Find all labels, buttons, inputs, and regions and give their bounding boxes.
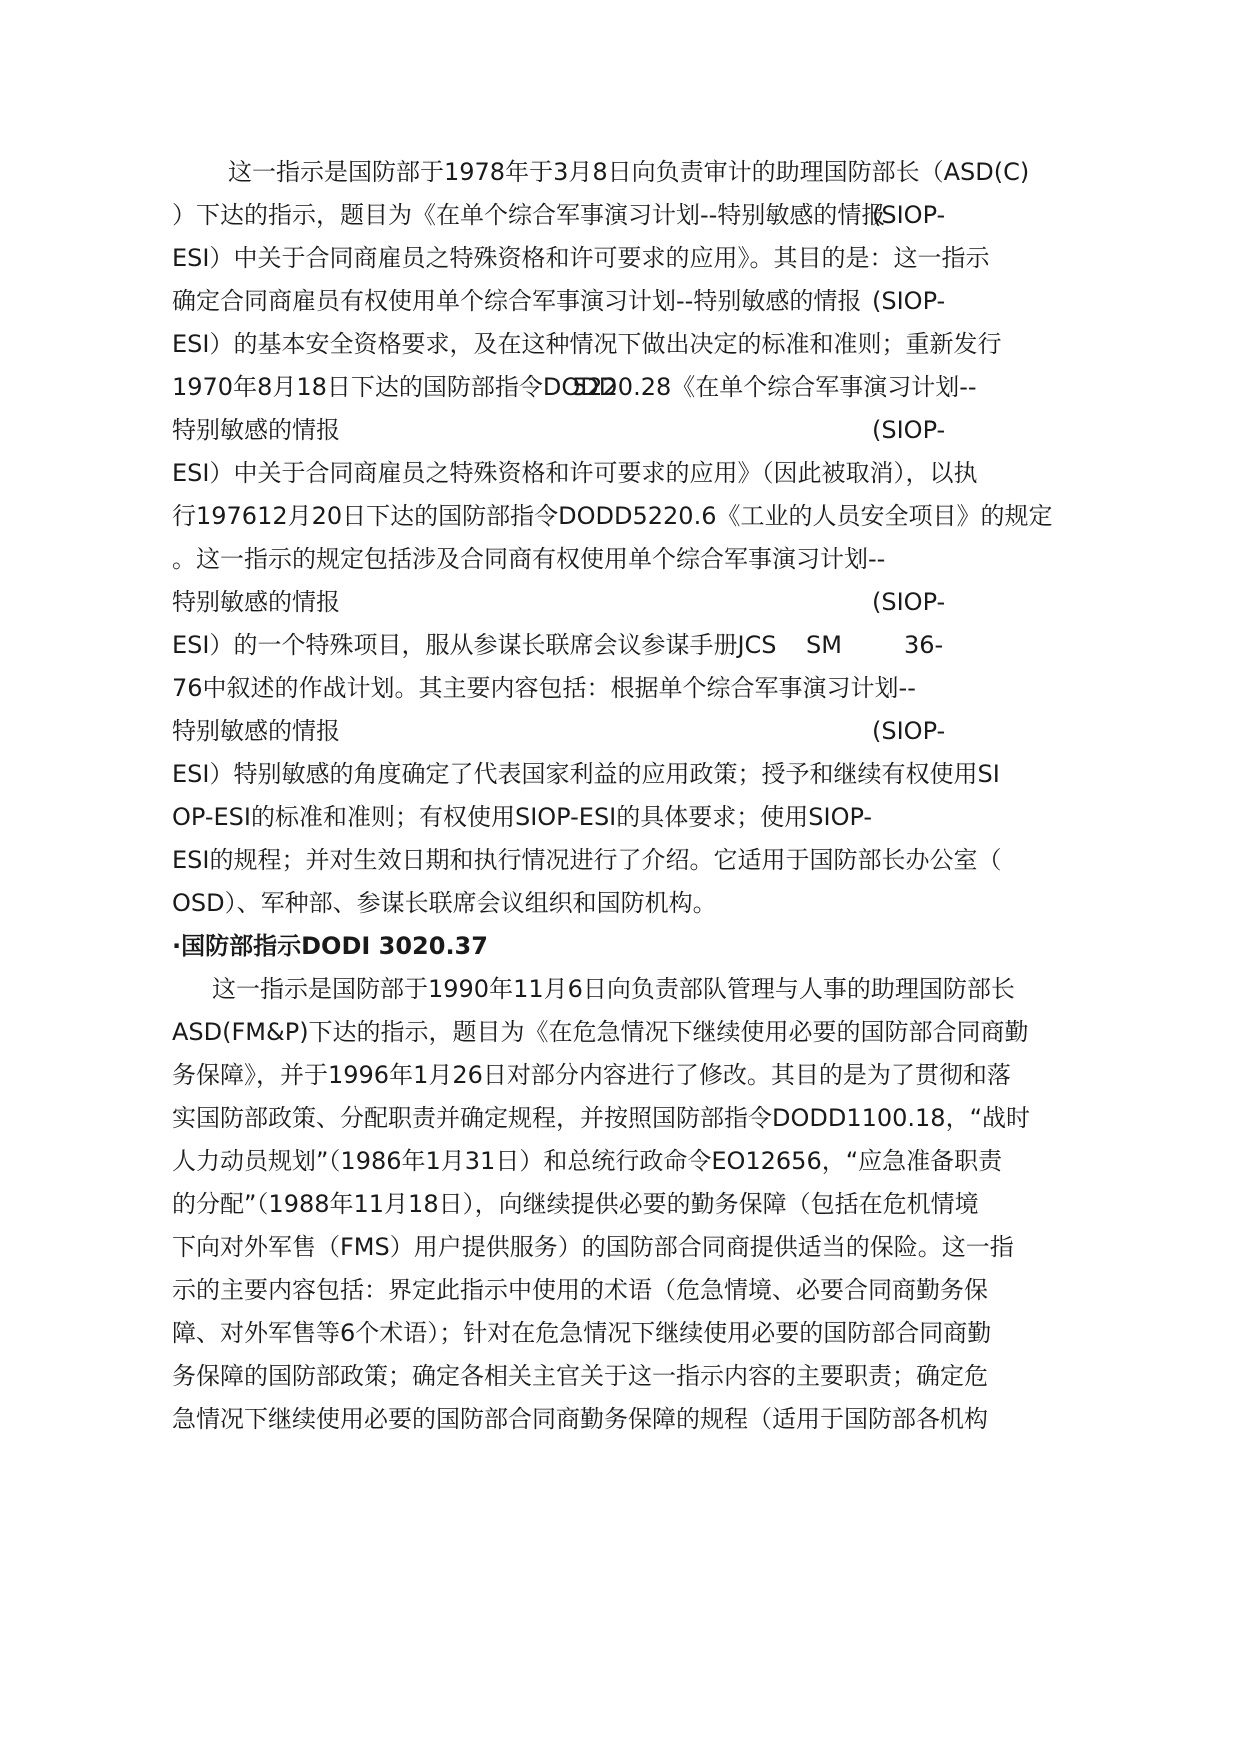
text-line bbox=[0, 1395, 1241, 1443]
text-line bbox=[0, 707, 1241, 755]
text-line bbox=[0, 879, 1241, 927]
text-segment: 确定合同商雇员有权使用单个综合军事演习计划--特别敏感的情报 bbox=[172, 287, 862, 315]
text-segment: 这一指示是国防部于1990年11月6日向负责部队管理与人事的助理国防部长 bbox=[212, 975, 1015, 1003]
text-segment: 特别敏感的情报 bbox=[172, 717, 340, 745]
text-segment: 行197612月20日下达的国防部指令DODD5220.6《工业的人员安全项目》的规定 bbox=[172, 502, 1053, 530]
text-segment: ESI）中关于合同商雇员之特殊资格和许可要求的应用》（因此被取消），以执 bbox=[172, 459, 978, 487]
text-segment: 5220.28《在单个综合军事演习计划-- bbox=[572, 373, 977, 401]
text-segment: ASD(FM&P)下达的指示，题目为《在危急情况下继续使用必要的国防部合同商勤 bbox=[172, 1018, 1029, 1046]
text-line bbox=[0, 793, 1241, 841]
text-segment: (SIOP- bbox=[872, 588, 946, 616]
text-line bbox=[0, 578, 1241, 626]
text-segment: 特别敏感的情报 bbox=[172, 588, 340, 616]
text-line bbox=[0, 836, 1241, 884]
text-line bbox=[0, 320, 1241, 368]
text-segment: SM bbox=[806, 631, 842, 659]
text-segment: 下向对外军售（FMS）用户提供服务）的国防部合同商提供适当的保险。这一指 bbox=[172, 1233, 1014, 1261]
text-segment: ESI）的基本安全资格要求，及在这种情况下做出决定的标准和准则；重新发行 bbox=[172, 330, 1002, 358]
text-line bbox=[0, 148, 1241, 196]
text-segment: (SIOP- bbox=[872, 287, 946, 315]
text-segment: OSD）、军种部、参谋长联席会议组织和国防机构。 bbox=[172, 889, 717, 917]
text-line bbox=[0, 621, 1241, 669]
text-segment: 示的主要内容包括：界定此指示中使用的术语（危急情境、必要合同商勤务保 bbox=[172, 1276, 988, 1304]
text-segment: 36- bbox=[904, 631, 944, 659]
text-segment: 。这一指示的规定包括涉及合同商有权使用单个综合军事演习计划-- bbox=[172, 545, 886, 573]
text-segment: 务保障》，并于1996年1月26日对部分内容进行了修改。其目的是为了贯彻和落 bbox=[172, 1061, 1011, 1089]
text-line bbox=[0, 1137, 1241, 1185]
text-segment: ）下达的指示，题目为《在单个综合军事演习计划--特别敏感的情报 bbox=[172, 201, 886, 229]
text-segment: 这一指示是国防部于1978年于3月8日向负责审计的助理国防部长（ASD(C) bbox=[228, 158, 1030, 186]
text-line bbox=[0, 1051, 1241, 1099]
text-line bbox=[0, 406, 1241, 454]
text-segment: 务保障的国防部政策；确定各相关主官关于这一指示内容的主要职责；确定危 bbox=[172, 1362, 988, 1390]
text-segment: 的分配”（1988年11月18日），向继续提供必要的勤务保障（包括在危机情境 bbox=[172, 1190, 979, 1218]
text-line bbox=[0, 1094, 1241, 1142]
text-segment: ESI）中关于合同商雇员之特殊资格和许可要求的应用》。其目的是：这一指示 bbox=[172, 244, 990, 272]
text-segment: ESI的规程；并对生效日期和执行情况进行了介绍。它适用于国防部长办公室（ bbox=[172, 846, 1002, 874]
text-line bbox=[0, 1352, 1241, 1400]
text-line bbox=[0, 234, 1241, 282]
heading-text: ·国防部指示DODI 3020.37 bbox=[172, 932, 488, 960]
text-segment: 特别敏感的情报 bbox=[172, 416, 340, 444]
text-line bbox=[0, 492, 1241, 540]
text-segment: OP-ESI的标准和准则；有权使用SIOP-ESI的具体要求；使用SIOP- bbox=[172, 803, 873, 831]
text-segment: 障、对外军售等6个术语）；针对在危急情况下继续使用必要的国防部合同商勤 bbox=[172, 1319, 992, 1347]
text-segment: (SIOP- bbox=[872, 416, 946, 444]
text-segment: 实国防部政策、分配职责并确定规程，并按照国防部指令DODD1100.18，“战时 bbox=[172, 1104, 1031, 1132]
text-line bbox=[0, 664, 1241, 712]
text-segment: ESI）的一个特殊项目，服从参谋长联席会议参谋手册JCS bbox=[172, 631, 777, 659]
text-line bbox=[0, 535, 1241, 583]
text-line bbox=[0, 1180, 1241, 1228]
text-line bbox=[0, 965, 1241, 1013]
text-line bbox=[0, 1266, 1241, 1314]
section-heading bbox=[0, 922, 1241, 970]
text-segment: 急情况下继续使用必要的国防部合同商勤务保障的规程（适用于国防部各机构 bbox=[172, 1405, 988, 1433]
text-line bbox=[0, 449, 1241, 497]
text-line bbox=[0, 363, 1241, 411]
text-line bbox=[0, 191, 1241, 239]
text-segment: 1970年8月18日下达的国防部指令DODD bbox=[172, 373, 618, 401]
text-line bbox=[0, 750, 1241, 798]
text-segment: 人力动员规划”（1986年1月31日）和总统行政命令EO12656，“应急准备职责 bbox=[172, 1147, 1003, 1175]
text-line bbox=[0, 1309, 1241, 1357]
text-line bbox=[0, 1223, 1241, 1271]
text-segment: ESI）特别敏感的角度确定了代表国家利益的应用政策；授予和继续有权使用SI bbox=[172, 760, 1000, 788]
text-segment: (SIOP- bbox=[872, 201, 946, 229]
text-segment: 76中叙述的作战计划。其主要内容包括：根据单个综合军事演习计划-- bbox=[172, 674, 916, 702]
text-line bbox=[0, 277, 1241, 325]
text-line bbox=[0, 1008, 1241, 1056]
text-segment: (SIOP- bbox=[872, 717, 946, 745]
